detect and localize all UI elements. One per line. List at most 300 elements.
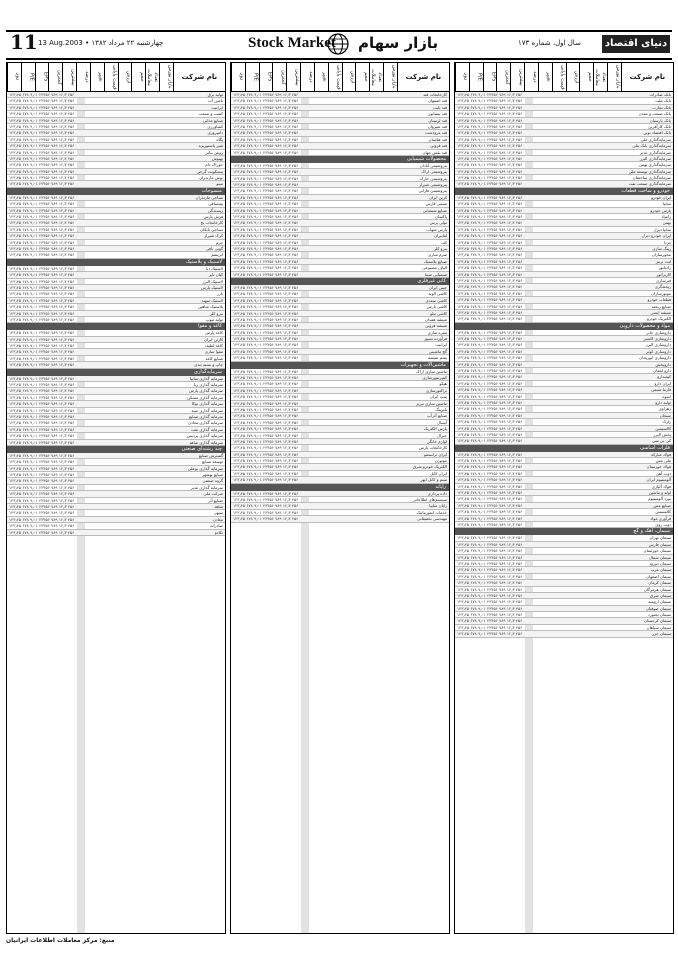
column-header: روز <box>7 63 21 91</box>
company-name: پارس خودرو <box>650 207 671 213</box>
company-name: سرمایه گذاری پارس <box>188 388 223 394</box>
row-values: ۱۲۳٫۴۵ ۶۷۸ ۹٫۰۱ ۲۳۴۵۶ ۷۸۹ ۱۲٫۳ ۴۵۶ <box>9 168 75 174</box>
row-values: ۱۲۳٫۴۵ ۶۷۸ ۹٫۰۱ ۲۳۴۵۶ ۷۸۹ ۱۲٫۳ ۴۵۶ <box>233 220 299 226</box>
row-values: ۱۲۳٫۴۵ ۶۷۸ ۹٫۰۱ ۲۳۴۵۶ ۷۸۹ ۱۲٫۳ ۴۵۶ <box>233 117 299 123</box>
company-name: سرمایه گذاری توکا <box>191 401 223 407</box>
company-name: فولاد آلیاژی <box>651 483 671 489</box>
row-values: ۱۲۳٫۴۵ ۶۷۸ ۹٫۰۱ ۲۳۴۵۶ ۷۸۹ ۱۲٫۳ ۴۵۶ <box>457 496 523 502</box>
company-name: فرآورده نسوز <box>424 336 447 342</box>
company-name: ایرانیت <box>211 104 223 110</box>
row-values: ۱۲۳٫۴۵ ۶۷۸ ۹٫۰۱ ۲۳۴۵۶ ۷۸۹ ۱۲٫۳ ۴۵۶ <box>9 497 75 503</box>
company-name: کاربراتور <box>656 271 671 277</box>
company-name: فرآوری مواد <box>650 515 671 521</box>
company-name: سیمان غرب <box>650 567 671 573</box>
company-name: داروسازی جابر <box>646 329 671 335</box>
row-values: ۱۲۳٫۴۵ ۶۷۸ ۹٫۰۱ ۲۳۴۵۶ ۷۸۹ ۱۲٫۳ ۴۵۶ <box>233 458 299 464</box>
company-name: سیمان فارس <box>648 541 671 547</box>
row-values: ۱۲۳٫۴۵ ۶۷۸ ۹٫۰۱ ۲۳۴۵۶ ۷۸۹ ۱۲٫۳ ۴۵۶ <box>457 355 523 361</box>
company-name: کاغذ پارس <box>205 330 223 336</box>
column-header: کمترین <box>496 63 510 91</box>
row-values: ۱۲۳٫۴۵ ۶۷۸ ۹٫۰۱ ۲۳۴۵۶ ۷۸۹ ۱۲٫۳ ۴۵۶ <box>233 432 299 438</box>
row-values: ۱۲۳٫۴۵ ۶۷۸ ۹٫۰۱ ۲۳۴۵۶ ۷۸۹ ۱۲٫۳ ۴۵۶ <box>457 458 523 464</box>
row-values: ۱۲۳٫۴۵ ۶۷۸ ۹٫۰۱ ۲۳۴۵۶ ۷۸۹ ۱۲٫۳ ۴۵۶ <box>9 349 75 355</box>
company-name: داده پردازی <box>427 490 447 496</box>
company-name: گسترش صنایع <box>198 452 223 458</box>
row-values: ۱۲۳٫۴۵ ۶۷۸ ۹٫۰۱ ۲۳۴۵۶ ۷۸۹ ۱۲٫۳ ۴۵۶ <box>233 284 299 290</box>
company-name: چرم <box>215 239 223 245</box>
row-values: ۱۲۳٫۴۵ ۶۷۸ ۹٫۰۱ ۲۳۴۵۶ ۷۸۹ ۱۲٫۳ ۴۵۶ <box>233 387 299 393</box>
sector-heading: چند رشته‌ای صنعتی <box>7 446 225 453</box>
company-name: سیمان کرمان <box>648 580 671 586</box>
row-values: ۱۲۳٫۴۵ ۶۷۸ ۹٫۰۱ ۲۳۴۵۶ ۷۸۹ ۱۲٫۳ ۴۵۶ <box>9 194 75 200</box>
company-name: سیمان تهران <box>649 535 671 541</box>
row-values: ۱۲۳٫۴۵ ۶۷۸ ۹٫۰۱ ۲۳۴۵۶ ۷۸۹ ۱۲٫۳ ۴۵۶ <box>233 265 299 271</box>
company-name: پتروشیمی خارک <box>419 175 447 181</box>
row-values: ۱۲۳٫۴۵ ۶۷۸ ۹٫۰۱ ۲۳۴۵۶ ۷۸۹ ۱۲٫۳ ۴۵۶ <box>9 104 75 110</box>
company-name: الکتریک خودرو <box>646 316 671 322</box>
company-name: کاشی پارس <box>426 304 447 310</box>
table-row <box>231 477 449 483</box>
row-values: ۱۲۳٫۴۵ ۶۷۸ ۹٫۰۱ ۲۳۴۵۶ ۷۸۹ ۱۲٫۳ ۴۵۶ <box>9 130 75 136</box>
company-name: کشاورزی <box>207 123 223 129</box>
company-name: ماشین سازی اراک <box>416 368 447 374</box>
column-header: بیشترین <box>62 63 76 91</box>
row-values: ۱۲۳٫۴۵ ۶۷۸ ۹٫۰۱ ۲۳۴۵۶ ۷۸۹ ۱۲٫۳ ۴۵۶ <box>9 155 75 161</box>
company-name: خوراک دام <box>205 162 223 168</box>
company-name: داروسازی کوثر <box>646 348 671 354</box>
company-name: سرمایه‌گذاری صنعت نفت <box>628 181 671 187</box>
row-values: ۱۲۳٫۴۵ ۶۷۸ ۹٫۰۱ ۲۳۴۵۶ ۷۸۹ ۱۲٫۳ ۴۵۶ <box>457 329 523 335</box>
row-values: ۱۲۳٫۴۵ ۶۷۸ ۹٫۰۱ ۲۳۴۵۶ ۷۸۹ ۱۲٫۳ ۴۵۶ <box>9 420 75 426</box>
row-values: ۱۲۳٫۴۵ ۶۷۸ ۹٫۰۱ ۲۳۴۵۶ ۷۸۹ ۱۲٫۳ ۴۵۶ <box>9 343 75 349</box>
row-values: ۱۲۳٫۴۵ ۶۷۸ ۹٫۰۱ ۲۳۴۵۶ ۷۸۹ ۱۲٫۳ ۴۵۶ <box>457 130 523 136</box>
column-header: درصد <box>524 63 538 91</box>
row-values: ۱۲۳٫۴۵ ۶۷۸ ۹٫۰۱ ۲۳۴۵۶ ۷۸۹ ۱۲٫۳ ۴۵۶ <box>457 612 523 618</box>
row-values: ۱۲۳٫۴۵ ۶۷۸ ۹٫۰۱ ۲۳۴۵۶ ۷۸۹ ۱۲٫۳ ۴۵۶ <box>233 451 299 457</box>
column-header: EPS <box>35 63 49 91</box>
row-values: ۱۲۳٫۴۵ ۶۷۸ ۹٫۰۱ ۲۳۴۵۶ ۷۸۹ ۱۲٫۳ ۴۵۶ <box>9 413 75 419</box>
company-name: فولاد خوزستان <box>646 464 671 470</box>
column-header: درصد <box>300 63 314 91</box>
row-values: ۱۲۳٫۴۵ ۶۷۸ ۹٫۰۱ ۲۳۴۵۶ ۷۸۹ ۱۲٫۳ ۴۵۶ <box>9 136 75 142</box>
company-name: مزدا <box>663 239 671 245</box>
row-values: ۱۲۳٫۴۵ ۶۷۸ ۹٫۰۱ ۲۳۴۵۶ ۷۸۹ ۱۲٫۳ ۴۵۶ <box>457 387 523 393</box>
newspaper-logo: دنیای اقتصاد <box>602 35 670 53</box>
company-name: اسوه <box>662 393 671 399</box>
company-name: فولاد مبارکه <box>651 451 671 457</box>
row-values: ۱۲۳٫۴۵ ۶۷۸ ۹٫۰۱ ۲۳۴۵۶ ۷۸۹ ۱۲٫۳ ۴۵۶ <box>457 567 523 573</box>
company-name: کارخانجات قند <box>423 92 447 97</box>
company-name: شیمی فارس <box>425 201 447 207</box>
row-values: ۱۲۳٫۴۵ ۶۷۸ ۹٫۰۱ ۲۳۴۵۶ ۷۸۹ ۱۲٫۳ ۴۵۶ <box>233 214 299 220</box>
company-name: تولید دارو <box>655 399 671 405</box>
company-name: ایران خودرو <box>651 194 671 200</box>
row-values: ۱۲۳٫۴۵ ۶۷۸ ۹٫۰۱ ۲۳۴۵۶ ۷۸۹ ۱۲٫۳ ۴۵۶ <box>233 169 299 175</box>
row-values: ۱۲۳٫۴۵ ۶۷۸ ۹٫۰۱ ۲۳۴۵۶ ۷۸۹ ۱۲٫۳ ۴۵۶ <box>233 201 299 207</box>
company-name: گروه صنعتی <box>202 478 223 484</box>
table-row <box>231 272 449 278</box>
company-name: زهراوی <box>658 406 671 412</box>
stock-column-middle <box>230 62 450 934</box>
row-values: ۱۲۳٫۴۵ ۶۷۸ ۹٫۰۱ ۲۳۴۵۶ ۷۸۹ ۱۲٫۳ ۴۵۶ <box>233 143 299 149</box>
company-name: سایپا دیزل <box>653 226 671 232</box>
company-name: پتروشیمی آبادان <box>419 162 447 168</box>
company-name: صنایع شیمیایی <box>422 207 447 213</box>
company-name: مقوا سازی <box>204 349 223 355</box>
company-name: کف <box>440 239 447 245</box>
company-name: سیمان بجنورد <box>648 612 671 618</box>
company-name: پارس الکتریک <box>423 426 447 432</box>
company-name: کی بی سی <box>652 438 671 444</box>
source-note: منبع: مرکز معاملات اطلاعات ایرانیان <box>6 937 115 944</box>
company-name: سرمایه گذاری پردیس <box>186 433 223 439</box>
row-values: ۱۲۳٫۴۵ ۶۷۸ ۹٫۰۱ ۲۳۴۵۶ ۷۸۹ ۱۲٫۳ ۴۵۶ <box>9 220 75 226</box>
row-values: ۱۲۳٫۴۵ ۶۷۸ ۹٫۰۱ ۲۳۴۵۶ ۷۸۹ ۱۲٫۳ ۴۵۶ <box>457 425 523 431</box>
row-values: ۱۲۳٫۴۵ ۶۷۸ ۹٫۰۱ ۲۳۴۵۶ ۷۸۹ ۱۲٫۳ ۴۵۶ <box>233 316 299 322</box>
row-values: ۱۲۳٫۴۵ ۶۷۸ ۹٫۰۱ ۲۳۴۵۶ ۷۸۹ ۱۲٫۳ ۴۵۶ <box>9 304 75 310</box>
company-name: کربن ایران <box>428 194 447 200</box>
company-name: آلومینیوم ایران <box>646 477 671 483</box>
row-values: ۱۲۳٫۴۵ ۶۷۸ ۹٫۰۱ ۲۳۴۵۶ ۷۸۹ ۱۲٫۳ ۴۵۶ <box>9 426 75 432</box>
company-name: ایران خودرو دیزل <box>641 233 671 239</box>
company-name: بهنوش <box>211 155 223 161</box>
row-values: ۱۲۳٫۴۵ ۶۷۸ ۹٫۰۱ ۲۳۴۵۶ ۷۸۹ ۱۲٫۳ ۴۵۶ <box>233 516 299 522</box>
row-values: ۱۲۳٫۴۵ ۶۷۸ ۹٫۰۱ ۲۳۴۵۶ ۷۸۹ ۱۲٫۳ ۴۵۶ <box>233 381 299 387</box>
row-values: ۱۲۳٫۴۵ ۶۷۸ ۹٫۰۱ ۲۳۴۵۶ ۷۸۹ ۱۲٫۳ ۴۵۶ <box>457 464 523 470</box>
company-name: کمپرسورسازی <box>422 375 447 381</box>
company-name: الیاف مصنوعی <box>422 265 447 271</box>
table-header <box>455 63 673 92</box>
column-header: قیمت پایانی <box>552 63 566 91</box>
company-name-header: نام شرکت <box>173 63 225 91</box>
company-name: سرمایه‌گذاری البرز <box>639 155 671 161</box>
row-values: ۱۲۳٫۴۵ ۶۷۸ ۹٫۰۱ ۲۳۴۵۶ ۷۸۹ ۱۲٫۳ ۴۵۶ <box>9 362 75 368</box>
company-name: تکادو <box>214 529 223 535</box>
company-name: داروپخش <box>655 361 671 367</box>
row-values: ۱۲۳٫۴۵ ۶۷۸ ۹٫۰۱ ۲۳۴۵۶ ۷۸۹ ۱۲٫۳ ۴۵۶ <box>233 188 299 194</box>
company-name: سرمایه‌گذاری بهمن <box>639 162 671 168</box>
company-name: سرمایه‌گذاری غدیر <box>639 149 671 155</box>
company-name: لعابیران <box>434 233 447 239</box>
company-name: سرمایه گذاری صنایع <box>189 413 223 419</box>
table-row <box>7 440 225 446</box>
company-name: سرمایه‌گذاری ملی <box>640 136 671 142</box>
row-values: ۱۲۳٫۴۵ ۶۷۸ ۹٫۰۱ ۲۳۴۵۶ ۷۸۹ ۱۲٫۳ ۴۵۶ <box>457 380 523 386</box>
row-values: ۱۲۳٫۴۵ ۶۷۸ ۹٫۰۱ ۲۳۴۵۶ ۷۸۹ ۱۲٫۳ ۴۵۶ <box>9 388 75 394</box>
row-values: ۱۲۳٫۴۵ ۶۷۸ ۹٫۰۱ ۲۳۴۵۶ ۷۸۹ ۱۲٫۳ ۴۵۶ <box>9 336 75 342</box>
company-name: مقره سازی <box>427 329 447 335</box>
table-row <box>455 316 673 322</box>
company-name: کیمیدارو <box>657 374 671 380</box>
company-name: نیرو کلر <box>209 310 223 316</box>
company-name: شیشه قزوین <box>425 323 447 329</box>
row-values: ۱۲۳٫۴۵ ۶۷۸ ۹٫۰۱ ۲۳۴۵۶ ۷۸۹ ۱۲٫۳ ۴۵۶ <box>9 278 75 284</box>
row-values: ۱۲۳٫۴۵ ۶۷۸ ۹٫۰۱ ۲۳۴۵۶ ۷۸۹ ۱۲٫۳ ۴۵۶ <box>9 452 75 458</box>
row-values: ۱۲۳٫۴۵ ۶۷۸ ۹٫۰۱ ۲۳۴۵۶ ۷۸۹ ۱۲٫۳ ۴۵۶ <box>233 258 299 264</box>
company-name: شرکت ملی <box>203 491 223 497</box>
section-title-fa: بازار سهام <box>358 34 439 52</box>
row-values: ۱۲۳٫۴۵ ۶۷۸ ۹٫۰۱ ۲۳۴۵۶ ۷۸۹ ۱۲٫۳ ۴۵۶ <box>457 123 523 129</box>
row-values: ۱۲۳٫۴۵ ۶۷۸ ۹٫۰۱ ۲۳۴۵۶ ۷۸۹ ۱۲٫۳ ۴۵۶ <box>457 374 523 380</box>
company-name: نیرو کلر <box>433 245 447 251</box>
row-values: ۱۲۳٫۴۵ ۶۷۸ ۹٫۰۱ ۲۳۴۵۶ ۷۸۹ ۱۲٫۳ ۴۵۶ <box>9 484 75 490</box>
row-values: ۱۲۳٫۴۵ ۶۷۸ ۹٫۰۱ ۲۳۴۵۶ ۷۸۹ ۱۲٫۳ ۴۵۶ <box>9 214 75 220</box>
company-name: شیشه ایمنی <box>650 309 671 315</box>
company-name: فارما شیمی <box>651 387 671 393</box>
row-values: ۱۲۳٫۴۵ ۶۷۸ ۹٫۰۱ ۲۳۴۵۶ ۷۸۹ ۱۲٫۳ ۴۵۶ <box>233 111 299 117</box>
column-header: حجم <box>579 63 593 91</box>
row-values: ۱۲۳٫۴۵ ۶۷۸ ۹٫۰۱ ۲۳۴۵۶ ۷۸۹ ۱۲٫۳ ۴۵۶ <box>9 162 75 168</box>
row-values: ۱۲۳٫۴۵ ۶۷۸ ۹٫۰۱ ۲۳۴۵۶ ۷۸۹ ۱۲٫۳ ۴۵۶ <box>457 226 523 232</box>
row-values: ۱۲۳٫۴۵ ۶۷۸ ۹٫۰۱ ۲۳۴۵۶ ۷۸۹ ۱۲٫۳ ۴۵۶ <box>233 207 299 213</box>
row-values: ۱۲۳٫۴۵ ۶۷۸ ۹٫۰۱ ۲۳۴۵۶ ۷۸۹ ۱۲٫۳ ۴۵۶ <box>9 201 75 207</box>
row-values: ۱۲۳٫۴۵ ۶۷۸ ۹٫۰۱ ۲۳۴۵۶ ۷۸۹ ۱۲٫۳ ۴۵۶ <box>233 175 299 181</box>
company-name: سرمایه گذاری رنا <box>193 382 223 388</box>
company-name: گونی بافی <box>205 245 223 251</box>
row-values: ۱۲۳٫۴۵ ۶۷۸ ۹٫۰۱ ۲۳۴۵۶ ۷۸۹ ۱۲٫۳ ۴۵۶ <box>457 297 523 303</box>
column-header: ارزش <box>118 63 132 91</box>
company-name: سرمایه‌گذاری ساختمان <box>632 175 671 181</box>
row-values: ۱۲۳٫۴۵ ۶۷۸ ۹٫۰۱ ۲۳۴۵۶ ۷۸۹ ۱۲٫۳ ۴۵۶ <box>9 143 75 149</box>
company-name: بیسکویت گرجی <box>196 168 223 174</box>
row-values: ۱۲۳٫۴۵ ۶۷۸ ۹٫۰۱ ۲۳۴۵۶ ۷۸۹ ۱۲٫۳ ۴۵۶ <box>457 548 523 554</box>
column-header: بیشترین <box>286 63 300 91</box>
row-values: ۱۲۳٫۴۵ ۶۷۸ ۹٫۰۱ ۲۳۴۵۶ ۷۸۹ ۱۲٫۳ ۴۵۶ <box>233 329 299 335</box>
company-name: شیشه همدان <box>424 316 447 322</box>
company-name: ریخته‌گری <box>654 284 671 290</box>
column-header: کمترین <box>48 63 62 91</box>
row-values: ۱۲۳٫۴۵ ۶۷۸ ۹٫۰۱ ۲۳۴۵۶ ۷۸۹ ۱۲٫۳ ۴۵۶ <box>233 348 299 354</box>
company-name: رینگ سازی <box>652 245 671 251</box>
company-name: موتوژن <box>434 458 447 464</box>
company-name: سرمایه گذاری مسکن <box>187 394 223 400</box>
row-values: ۱۲۳٫۴۵ ۶۷۸ ۹٫۰۱ ۲۳۴۵۶ ۷۸۹ ۱۲٫۳ ۴۵۶ <box>9 529 75 535</box>
row-values: ۱۲۳٫۴۵ ۶۷۸ ۹٫۰۱ ۲۳۴۵۶ ۷۸۹ ۱۲٫۳ ۴۵۶ <box>233 92 299 97</box>
row-values: ۱۲۳٫۴۵ ۶۷۸ ۹٫۰۱ ۲۳۴۵۶ ۷۸۹ ۱۲٫۳ ۴۵۶ <box>9 465 75 471</box>
table-body <box>455 92 673 933</box>
company-name: قند اصفهان <box>427 98 447 104</box>
row-values: ۱۲۳٫۴۵ ۶۷۸ ۹٫۰۱ ۲۳۴۵۶ ۷۸۹ ۱۲٫۳ ۴۵۶ <box>457 605 523 611</box>
row-values: ۱۲۳٫۴۵ ۶۷۸ ۹٫۰۱ ۲۳۴۵۶ ۷۸۹ ۱۲٫۳ ۴۵۶ <box>9 407 75 413</box>
company-name: رازک <box>662 419 671 425</box>
company-name: سرمایه گذاری غدیر <box>190 484 223 490</box>
row-values: ۱۲۳٫۴۵ ۶۷۸ ۹٫۰۱ ۲۳۴۵۶ ۷۸۹ ۱۲٫۳ ۴۵۶ <box>233 226 299 232</box>
row-values: ۱۲۳٫۴۵ ۶۷۸ ۹٫۰۱ ۲۳۴۵۶ ۷۸۹ ۱۲٫۳ ۴۵۶ <box>233 252 299 258</box>
row-values: ۱۲۳٫۴۵ ۶۷۸ ۹٫۰۱ ۲۳۴۵۶ ۷۸۹ ۱۲٫۳ ۴۵۶ <box>233 368 299 374</box>
company-name: کارتن ایران <box>204 336 223 342</box>
column-header: درصد <box>76 63 90 91</box>
page-header <box>6 30 672 60</box>
row-values: ۱۲۳٫۴۵ ۶۷۸ ۹٫۰۱ ۲۳۴۵۶ ۷۸۹ ۱۲٫۳ ۴۵۶ <box>457 155 523 161</box>
column-header: بیشترین <box>510 63 524 91</box>
company-name: صنایع آذرآب <box>426 413 447 419</box>
sector-heading: مواد و محصولات دارویی <box>455 323 673 330</box>
company-name: کاشی سعدی <box>425 297 447 303</box>
company-name: ایران ترانسفو <box>424 451 447 457</box>
row-values: ۱۲۳٫۴۵ ۶۷۸ ۹٫۰۱ ۲۳۴۵۶ ۷۸۹ ۱۲٫۳ ۴۵۶ <box>457 560 523 566</box>
column-header: EPS <box>483 63 497 91</box>
company-name: کالسیمین <box>655 425 671 431</box>
company-name: پتروشیمی شیراز <box>419 182 447 188</box>
row-values: ۱۲۳٫۴۵ ۶۷۸ ۹٫۰۱ ۲۳۴۵۶ ۷۸۹ ۱۲٫۳ ۴۵۶ <box>457 104 523 110</box>
sector-heading: سیمان، آهک و گچ <box>455 528 673 535</box>
company-name: صنایع بهشهر <box>202 472 223 478</box>
column-header: کمترین <box>272 63 286 91</box>
company-name: معادن <box>212 516 223 522</box>
row-values: ۱۲۳٫۴۵ ۶۷۸ ۹٫۰۱ ۲۳۴۵۶ ۷۸۹ ۱۲٫۳ ۴۵۶ <box>233 406 299 412</box>
row-values: ۱۲۳٫۴۵ ۶۷۸ ۹٫۰۱ ۲۳۴۵۶ ۷۸۹ ۱۲٫۳ ۴۵۶ <box>9 516 75 522</box>
company-name: محورسازان <box>651 252 671 258</box>
row-values: ۱۲۳٫۴۵ ۶۷۸ ۹٫۰۱ ۲۳۴۵۶ ۷۸۹ ۱۲٫۳ ۴۵۶ <box>457 361 523 367</box>
table-row <box>231 516 449 522</box>
column-header: EPS <box>259 63 273 91</box>
page-number: 11 <box>10 30 38 54</box>
row-values: ۱۲۳٫۴۵ ۶۷۸ ۹٫۰۱ ۲۳۴۵۶ ۷۸۹ ۱۲٫۳ ۴۵۶ <box>9 226 75 232</box>
company-name: سیمان کردستان <box>644 618 671 624</box>
row-values: ۱۲۳٫۴۵ ۶۷۸ ۹٫۰۱ ۲۳۴۵۶ ۷۸۹ ۱۲٫۳ ۴۵۶ <box>9 117 75 123</box>
company-name: کاشی نیلو <box>430 310 447 316</box>
row-values: ۱۲۳٫۴۵ ۶۷۸ ۹٫۰۱ ۲۳۴۵۶ ۷۸۹ ۱۲٫۳ ۴۵۶ <box>233 162 299 168</box>
company-name: ذوب آهن <box>655 470 671 476</box>
company-name: آبسال <box>437 419 447 425</box>
sector-heading: کاغذ و مقوا <box>7 323 225 330</box>
row-values: ۱۲۳٫۴۵ ۶۷۸ ۹٫۰۱ ۲۳۴۵۶ ۷۸۹ ۱۲٫۳ ۴۵۶ <box>457 554 523 560</box>
sector-heading: کانی غیرفلزی <box>231 278 449 285</box>
row-values: ۱۲۳٫۴۵ ۶۷۸ ۹٫۰۱ ۲۳۴۵۶ ۷۸۹ ۱۲٫۳ ۴۵۶ <box>457 535 523 541</box>
row-values: ۱۲۳٫۴۵ ۶۷۸ ۹٫۰۱ ۲۳۴۵۶ ۷۸۹ ۱۲٫۳ ۴۵۶ <box>457 451 523 457</box>
sector-heading: لاستیک و پلاستیک <box>7 259 225 266</box>
column-header: ارزش <box>566 63 580 91</box>
table-row <box>7 181 225 187</box>
row-values: ۱۲۳٫۴۵ ۶۷۸ ۹٫۰۱ ۲۳۴۵۶ ۷۸۹ ۱۲٫۳ ۴۵۶ <box>9 284 75 290</box>
company-name: سرم سازی <box>428 252 447 258</box>
company-name: موتورسازان <box>651 290 671 296</box>
company-name: روغن نباتی <box>204 149 223 155</box>
sector-heading: فلزات اساسی <box>455 445 673 452</box>
company-name: ریسندگی <box>207 207 223 213</box>
row-values: ۱۲۳٫۴۵ ۶۷۸ ۹٫۰۱ ۲۳۴۵۶ ۷۸۹ ۱۲٫۳ ۴۵۶ <box>233 394 299 400</box>
row-values: ۱۲۳٫۴۵ ۶۷۸ ۹٫۰۱ ۲۳۴۵۶ ۷۸۹ ۱۲٫۳ ۴۵۶ <box>457 316 523 322</box>
row-values: ۱۲۳٫۴۵ ۶۷۸ ۹٫۰۱ ۲۳۴۵۶ ۷۸۹ ۱۲٫۳ ۴۵۶ <box>233 490 299 496</box>
row-values: ۱۲۳٫۴۵ ۶۷۸ ۹٫۰۱ ۲۳۴۵۶ ۷۸۹ ۱۲٫۳ ۴۵۶ <box>457 342 523 348</box>
company-name: سیمان ارومیه <box>648 599 671 605</box>
company-name: قند نقش جهان <box>422 149 447 155</box>
company-name: فنرسازی <box>656 277 671 283</box>
company-name: بانک صنعت و معدن <box>638 111 671 117</box>
row-values: ۱۲۳٫۴۵ ۶۷۸ ۹٫۰۱ ۲۳۴۵۶ ۷۸۹ ۱۲٫۳ ۴۵۶ <box>457 290 523 296</box>
company-name: سبحان <box>659 412 671 418</box>
company-name: سیم و کابل ابهر <box>420 477 447 483</box>
row-values: ۱۲۳٫۴۵ ۶۷۸ ۹٫۰۱ ۲۳۴۵۶ ۷۸۹ ۱۲٫۳ ۴۵۶ <box>9 523 75 529</box>
company-name: ماشین سازی تبریز <box>416 400 447 406</box>
row-values: ۱۲۳٫۴۵ ۶۷۸ ۹٫۰۱ ۲۳۴۵۶ ۷۸۹ ۱۲٫۳ ۴۵۶ <box>457 431 523 437</box>
row-values: ۱۲۳٫۴۵ ۶۷۸ ۹٫۰۱ ۲۳۴۵۶ ۷۸۹ ۱۲٫۳ ۴۵۶ <box>9 439 75 445</box>
sector-heading: محصولات شیمیایی <box>231 156 449 163</box>
company-name: سیمان اصفهان <box>646 573 671 579</box>
row-values: ۱۲۳٫۴۵ ۶۷۸ ۹٫۰۱ ۲۳۴۵۶ ۷۸۹ ۱۲٫۳ ۴۵۶ <box>233 497 299 503</box>
company-name: پتروشیمی فارابی <box>418 188 447 194</box>
column-header: بازار بورس <box>383 63 397 91</box>
table-row <box>455 631 673 637</box>
row-values: ۱۲۳٫۴۵ ۶۷۸ ۹٫۰۱ ۲۳۴۵۶ ۷۸۹ ۱۲٫۳ ۴۵۶ <box>233 464 299 470</box>
row-values: ۱۲۳٫۴۵ ۶۷۸ ۹٫۰۱ ۲۳۴۵۶ ۷۸۹ ۱۲٫۳ ۴۵۶ <box>233 98 299 104</box>
row-values: ۱۲۳٫۴۵ ۶۷۸ ۹٫۰۱ ۲۳۴۵۶ ۷۸۹ ۱۲٫۳ ۴۵۶ <box>233 182 299 188</box>
company-name: ملی مس <box>655 458 671 464</box>
column-header: بازار بورس <box>607 63 621 91</box>
company-name: داروسازی ابوریحان <box>639 355 671 361</box>
company-name: تراکتورسازی <box>425 387 447 393</box>
company-name: نساجی بابکان <box>200 226 223 232</box>
row-values: ۱۲۳٫۴۵ ۶۷۸ ۹٫۰۱ ۲۳۴۵۶ ۷۸۹ ۱۲٫۳ ۴۵۶ <box>457 143 523 149</box>
row-values: ۱۲۳٫۴۵ ۶۷۸ ۹٫۰۱ ۲۳۴۵۶ ۷۸۹ ۱۲٫۳ ۴۵۶ <box>233 130 299 136</box>
company-name: لاستیک پارس <box>200 284 223 290</box>
column-header: P/E <box>469 63 483 91</box>
row-values: ۱۲۳٫۴۵ ۶۷۸ ۹٫۰۱ ۲۳۴۵۶ ۷۸۹ ۱۲٫۳ ۴۵۶ <box>457 438 523 444</box>
company-name: سرمایه گذاری سپه <box>191 407 223 413</box>
company-name: تولید تیوپ <box>205 316 223 322</box>
company-name: پمپ ایران <box>429 394 447 400</box>
company-name: قند لرستان <box>428 117 447 123</box>
company-name: دامپروری <box>207 130 223 136</box>
company-name: قند قزوین <box>430 143 447 149</box>
row-values: ۱۲۳٫۴۵ ۶۷۸ ۹٫۰۱ ۲۳۴۵۶ ۷۸۹ ۱۲٫۳ ۴۵۶ <box>9 239 75 245</box>
company-name: سرمایه گذاری معادن <box>188 420 223 426</box>
row-values: ۱۲۳٫۴۵ ۶۷۸ ۹٫۰۱ ۲۳۴۵۶ ۷۸۹ ۱۲٫۳ ۴۵۶ <box>9 149 75 155</box>
row-values: ۱۲۳٫۴۵ ۶۷۸ ۹٫۰۱ ۲۳۴۵۶ ۷۸۹ ۱۲٫۳ ۴۵۶ <box>233 149 299 155</box>
row-values: ۱۲۳٫۴۵ ۶۷۸ ۹٫۰۱ ۲۳۴۵۶ ۷۸۹ ۱۲٫۳ ۴۵۶ <box>233 375 299 381</box>
table-row <box>455 438 673 444</box>
row-values: ۱۲۳٫۴۵ ۶۷۸ ۹٫۰۱ ۲۳۴۵۶ ۷۸۹ ۱۲٫۳ ۴۵۶ <box>233 123 299 129</box>
issue-date: 13 Aug.2003 • چهارشنبه ۲۲ مرداد ۱۳۸۲ <box>38 39 164 47</box>
row-values: ۱۲۳٫۴۵ ۶۷۸ ۹٫۰۱ ۲۳۴۵۶ ۷۸۹ ۱۲٫۳ ۴۵۶ <box>9 92 75 97</box>
row-values: ۱۲۳٫۴۵ ۶۷۸ ۹٫۰۱ ۲۳۴۵۶ ۷۸۹ ۱۲٫۳ ۴۵۶ <box>457 220 523 226</box>
row-values: ۱۲۳٫۴۵ ۶۷۸ ۹٫۰۱ ۲۳۴۵۶ ۷۸۹ ۱۲٫۳ ۴۵۶ <box>457 580 523 586</box>
row-values: ۱۲۳٫۴۵ ۶۷۸ ۹٫۰۱ ۲۳۴۵۶ ۷۸۹ ۱۲٫۳ ۴۵۶ <box>9 355 75 361</box>
row-values: ۱۲۳٫۴۵ ۶۷۸ ۹٫۰۱ ۲۳۴۵۶ ۷۸۹ ۱۲٫۳ ۴۵۶ <box>9 111 75 117</box>
company-name: ابریشم <box>211 252 223 258</box>
company-name: سرمایه گذاری سایپا <box>189 375 223 381</box>
company-name: کرک شیراز <box>204 233 223 239</box>
company-name: ایرانیت <box>435 342 447 348</box>
company-name: سیمان هرمزگان <box>643 586 671 592</box>
column-header: P/E <box>21 63 35 91</box>
row-values: ۱۲۳٫۴۵ ۶۷۸ ۹٫۰۱ ۲۳۴۵۶ ۷۸۹ ۱۲٫۳ ۴۵۶ <box>233 355 299 361</box>
company-name: سایپا <box>662 201 671 207</box>
company-name: بانک تجارت <box>652 104 671 110</box>
sector-heading: منسوجات <box>7 188 225 195</box>
company-name: مهندسی تحقیقاتی <box>417 516 447 522</box>
row-values: ۱۲۳٫۴۵ ۶۷۸ ۹٫۰۱ ۲۳۴۵۶ ۷۸۹ ۱۲٫۳ ۴۵۶ <box>457 419 523 425</box>
company-name: سرمایه‌گذاری توسعه ملی <box>628 168 671 174</box>
row-values: ۱۲۳٫۴۵ ۶۷۸ ۹٫۰۱ ۲۳۴۵۶ ۷۸۹ ۱۲٫۳ ۴۵۶ <box>457 502 523 508</box>
row-values: ۱۲۳٫۴۵ ۶۷۸ ۹٫۰۱ ۲۳۴۵۶ ۷۸۹ ۱۲٫۳ ۴۵۶ <box>457 599 523 605</box>
row-values: ۱۲۳٫۴۵ ۶۷۸ ۹٫۰۱ ۲۳۴۵۶ ۷۸۹ ۱۲٫۳ ۴۵۶ <box>233 438 299 444</box>
company-name: کارخانجات نخ <box>200 220 223 226</box>
row-values: ۱۲۳٫۴۵ ۶۷۸ ۹٫۰۱ ۲۳۴۵۶ ۷۸۹ ۱۲٫۳ ۴۵۶ <box>233 194 299 200</box>
row-values: ۱۲۳٫۴۵ ۶۷۸ ۹٫۰۱ ۲۳۴۵۶ ۷۸۹ ۱۲٫۳ ۴۵۶ <box>233 445 299 451</box>
row-values: ۱۲۳٫۴۵ ۶۷۸ ۹٫۰۱ ۲۳۴۵۶ ۷۸۹ ۱۲٫۳ ۴۵۶ <box>9 394 75 400</box>
table-body <box>7 92 225 933</box>
company-name: داروسازی البرز <box>645 342 671 348</box>
company-name: بانک اقتصاد نوین <box>643 130 671 136</box>
company-name: دارو لقمان <box>653 368 671 374</box>
row-values: ۱۲۳٫۴۵ ۶۷۸ ۹٫۰۱ ۲۳۴۵۶ ۷۸۹ ۱۲٫۳ ۴۵۶ <box>457 149 523 155</box>
company-name: شاهد <box>214 504 223 510</box>
row-values: ۱۲۳٫۴۵ ۶۷۸ ۹٫۰۱ ۲۳۴۵۶ ۷۸۹ ۱۲٫۳ ۴۵۶ <box>233 342 299 348</box>
row-values: ۱۲۳٫۴۵ ۶۷۸ ۹٫۰۱ ۲۳۴۵۶ ۷۸۹ ۱۲٫۳ ۴۵۶ <box>457 271 523 277</box>
company-name: سیمان صوفیان <box>645 605 671 611</box>
company-name: قند هکمتان <box>428 136 447 142</box>
